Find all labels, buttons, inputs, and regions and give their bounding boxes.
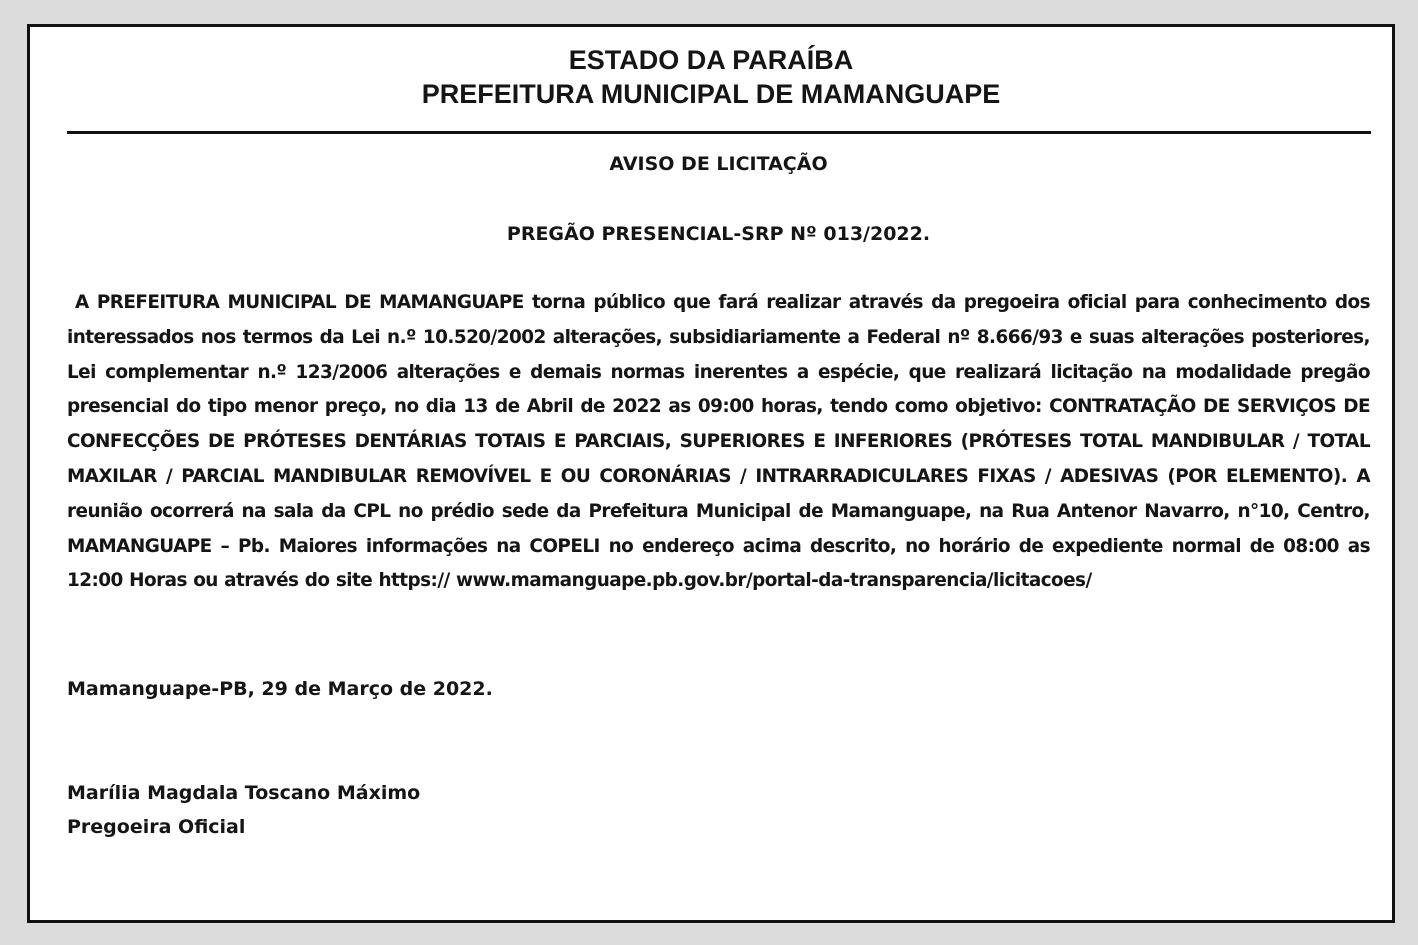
date-line: Mamanguape-PB, 29 de Março de 2022. [67, 678, 493, 701]
notice-header [30, 43, 1392, 111]
signature-block [67, 776, 1370, 844]
signer-role: Pregoeira Oficial [67, 816, 246, 839]
notice-frame [27, 24, 1395, 923]
procedure-number: PREGÃO PRESENCIAL-SRP Nº 013/2022. [506, 223, 931, 245]
state-heading: ESTADO DA PARAÍBA [568, 45, 854, 75]
notice-content [67, 147, 1370, 844]
signer-name: Marília Magdala Toscano Máximo [67, 782, 421, 805]
header-divider [67, 131, 1371, 134]
municipality-heading: PREFEITURA MUNICIPAL DE MAMANGUAPE [421, 79, 1001, 109]
notice-body: A PREFEITURA MUNICIPAL DE MAMANGUAPE torna público que fará realizar através da pregoeira oficial para conhecimento dos interessados nos termos da Lei n.º 10.520/2002 alterações, subsidiariamente a Federal nº 8.666/93 e suas alterações posteriores, Lei complementar n.º 123/2006 alterações e demais normas inerentes a espécie, que realizará licitação na modalidade pregão presencial do tipo menor preço, no dia 13 de Abril de 2022 as 09:00 horas, tendo como objetivo: CONTRATAÇÃO DE SERVIÇOS DE CONFECÇÕES DE PRÓTESES DENTÁRIAS TOTAIS E PARCIAIS, SUPERIORES E INFERIORES (PRÓTESES TOTAL MANDIBULAR / TOTAL MAXILAR / PARCIAL MANDIBULAR REMOVÍVEL E OU CORONÁRIAS / INTRARRADICULARES FIXAS / ADESIVAS (POR ELEMENTO). A reunião ocorrerá na sala da CPL no prédio sede da Prefeitura Municipal de Mamanguape, na Rua Antenor Navarro, n°10, Centro, MAMANGUAPE – Pb. Maiores informações na COPELI no endereço acima descrito, no horário de expediente normal de 08:00 as 12:00 Horas ou através do site https:// www.mamanguape.pb.gov.br/portal-da-transparencia/licitacoes/ [67, 292, 1370, 592]
notice-title: AVISO DE LICITAÇÃO [609, 153, 828, 175]
